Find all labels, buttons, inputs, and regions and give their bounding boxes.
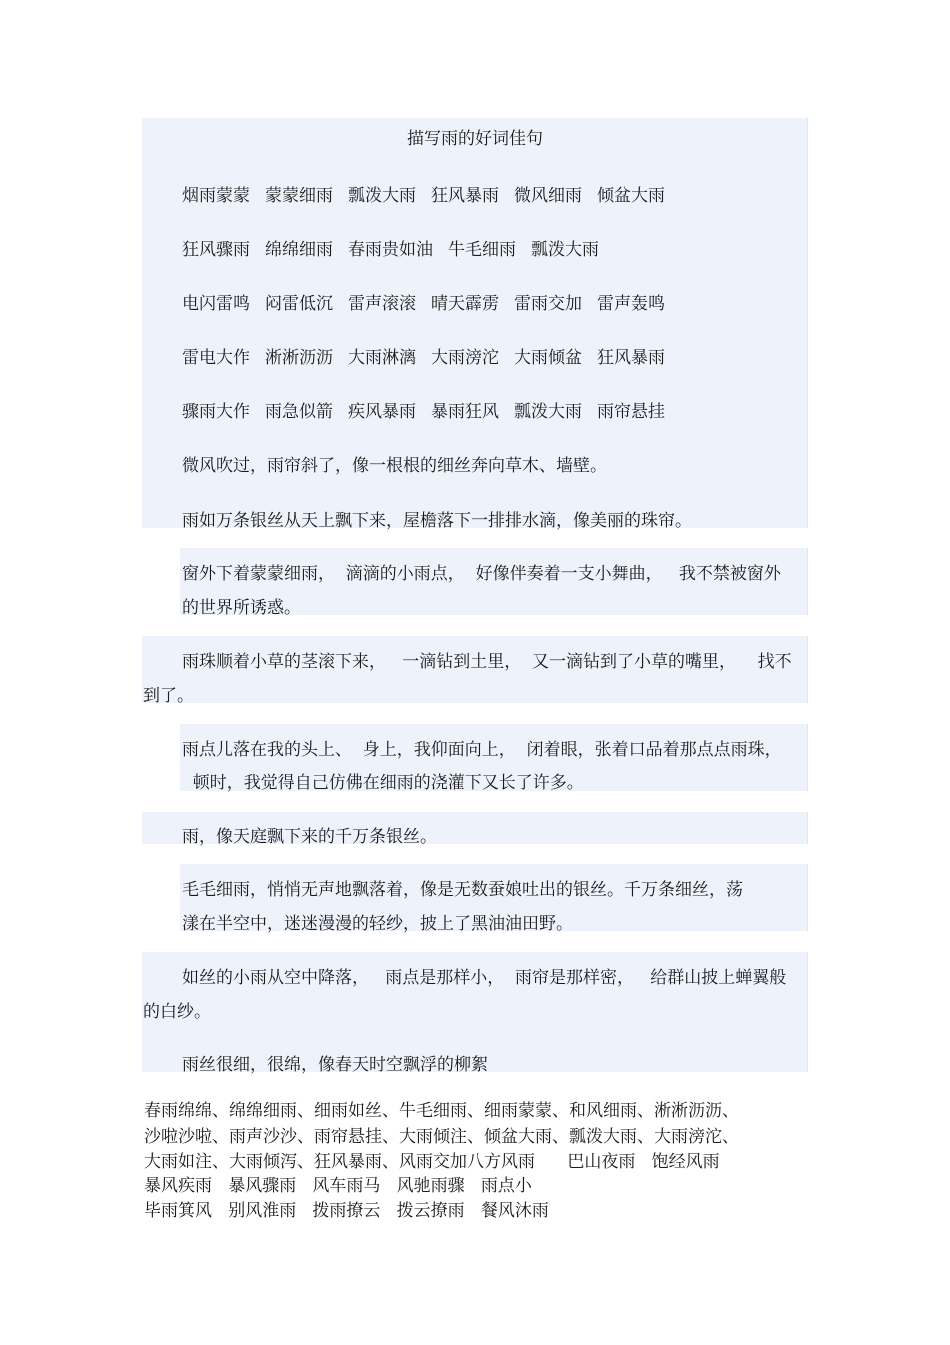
word: 微风细雨 <box>514 186 582 206</box>
word: 雷雨交加 <box>514 294 582 314</box>
word-list-line-1: 春雨绵绵、绵绵细雨、细雨如丝、牛毛细雨、细雨蒙蒙、和风细雨、淅淅沥沥、 <box>144 1101 739 1121</box>
sentence-3-line-2: 的世界所诱惑。 <box>182 598 301 618</box>
sentence-5-line-1: 雨点儿落在我的头上、 身上，我仰面向上， 闭着眼，张着口品着那点点雨珠， <box>182 740 782 760</box>
word-list-line-4: 暴风疾雨 暴风骤雨 风车雨马 风驰雨骤 雨点小 <box>144 1176 532 1196</box>
word-row-1 <box>182 181 680 206</box>
sentence-5-line-2: 顿时，我觉得自己仿佛在细雨的浇灌下又长了许多。 <box>182 773 584 793</box>
word: 瓢泼大雨 <box>531 240 599 260</box>
sentence-8-line-2: 的白纱。 <box>143 1002 211 1022</box>
sentence-6: 雨，像天庭飘下来的千万条银丝。 <box>182 827 437 847</box>
word: 雨帘悬挂 <box>597 402 665 422</box>
word: 瓢泼大雨 <box>348 186 416 206</box>
word: 牛毛细雨 <box>448 240 516 260</box>
word: 雨急似箭 <box>265 402 333 422</box>
word: 倾盆大雨 <box>597 186 665 206</box>
word: 绵绵细雨 <box>265 240 333 260</box>
word: 淅淅沥沥 <box>265 348 333 368</box>
word: 春雨贵如油 <box>348 240 433 260</box>
word: 狂风暴雨 <box>597 348 665 368</box>
sentence-7-line-1: 毛毛细雨，悄悄无声地飘落着，像是无数蚕娘吐出的银丝。千万条细丝，荡 <box>182 880 743 900</box>
word-list-line-2: 沙啦沙啦、雨声沙沙、雨帘悬挂、大雨倾注、倾盆大雨、瓢泼大雨、大雨滂沱、 <box>144 1127 739 1147</box>
word: 雷声滚滚 <box>348 294 416 314</box>
word: 疾风暴雨 <box>348 402 416 422</box>
word: 暴雨狂风 <box>431 402 499 422</box>
word: 雷电大作 <box>182 348 250 368</box>
word-list-line-5: 毕雨箕风 别风淮雨 拨雨撩云 拨云撩雨 餐风沐雨 <box>144 1201 549 1221</box>
sentence-4-line-1: 雨珠顺着小草的茎滚下来， 一滴钻到土里， 又一滴钻到了小草的嘴里， 找不 <box>182 652 792 672</box>
word: 骤雨大作 <box>182 402 250 422</box>
word: 烟雨蒙蒙 <box>182 186 250 206</box>
page-title: 描写雨的好词佳句 <box>407 129 543 149</box>
sentence-2: 雨如万条银丝从天上飘下来，屋檐落下一排排水滴，像美丽的珠帘。 <box>182 511 692 531</box>
sentence-7-line-2: 漾在半空中，迷迷漫漫的轻纱，披上了黑油油田野。 <box>182 914 573 934</box>
word-list-line-3: 大雨如注、大雨倾泻、狂风暴雨、风雨交加八方风雨 巴山夜雨 饱经风雨 <box>144 1152 720 1172</box>
word: 狂风骤雨 <box>182 240 250 260</box>
word: 瓢泼大雨 <box>514 402 582 422</box>
word: 闷雷低沉 <box>265 294 333 314</box>
sentence-3-line-1: 窗外下着蒙蒙细雨， 滴滴的小雨点， 好像伴奏着一支小舞曲， 我不禁被窗外 <box>182 564 781 584</box>
word: 大雨滂沱 <box>431 348 499 368</box>
sentence-9: 雨丝很细，很绵，像春天时空飘浮的柳絮 <box>182 1055 488 1075</box>
word: 电闪雷鸣 <box>182 294 250 314</box>
sentence-8-line-1: 如丝的小雨从空中降落， 雨点是那样小， 雨帘是那样密， 给群山披上蝉翼般 <box>182 968 787 988</box>
word-row-2 <box>182 235 614 260</box>
word: 晴天霹雳 <box>431 294 499 314</box>
word-row-4 <box>182 343 680 368</box>
word: 狂风暴雨 <box>431 186 499 206</box>
sentence-1: 微风吹过，雨帘斜了，像一根根的细丝奔向草木、墙壁。 <box>182 456 607 476</box>
word: 大雨倾盆 <box>514 348 582 368</box>
word: 雷声轰鸣 <box>597 294 665 314</box>
word-row-5 <box>182 397 680 422</box>
word: 蒙蒙细雨 <box>265 186 333 206</box>
word: 大雨淋漓 <box>348 348 416 368</box>
word-row-3 <box>182 289 680 314</box>
sentence-4-line-2: 到了。 <box>143 686 194 706</box>
